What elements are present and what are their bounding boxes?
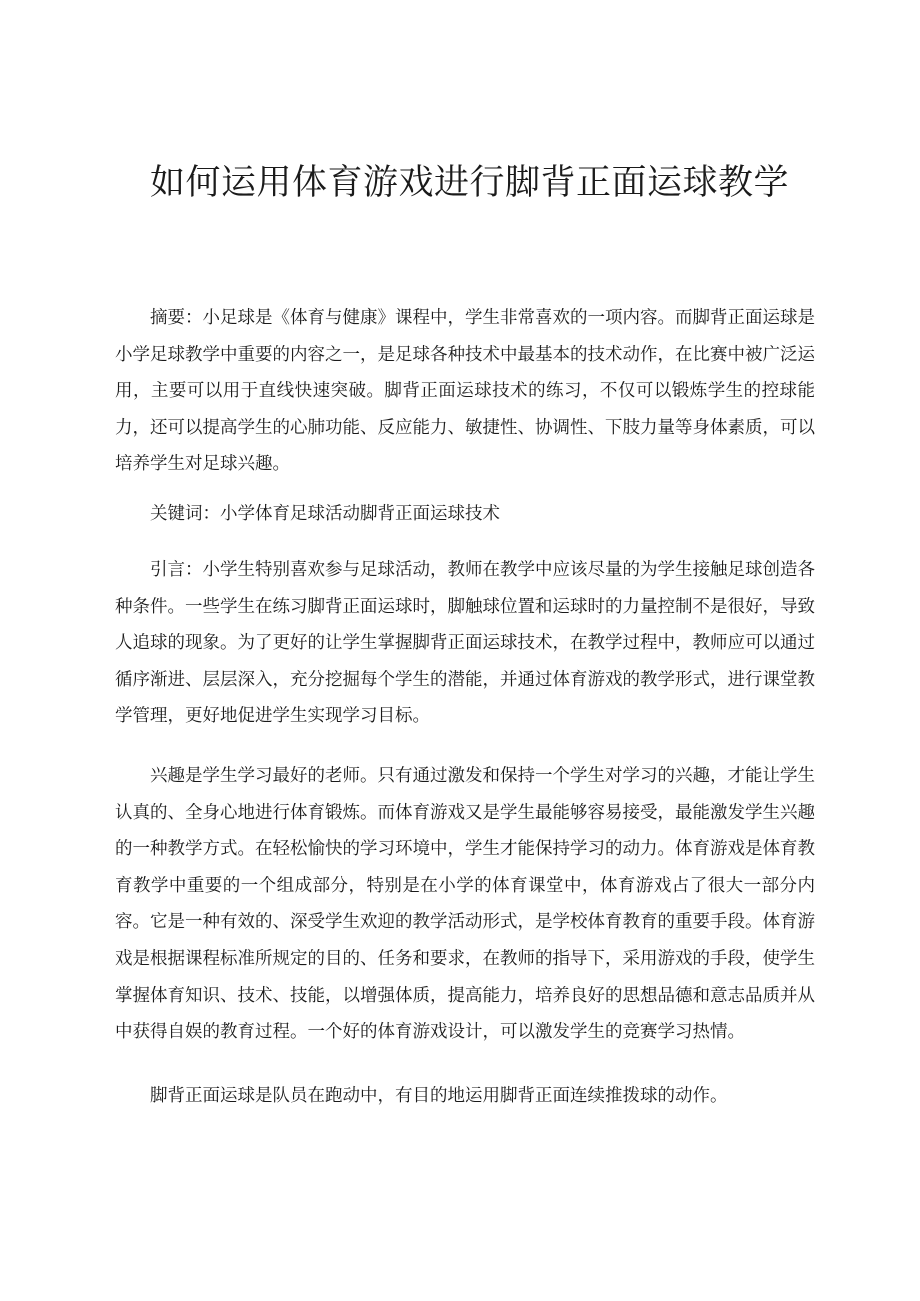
keywords-line: 关键词：小学体育足球活动脚背正面运球技术 (150, 504, 500, 524)
definition-paragraph: 脚背正面运球是队员在跑动中，有目的地运用脚背正面连续推拨球的动作。 (150, 1086, 728, 1106)
document-title: 如何运用体育游戏进行脚背正面运球教学 (150, 163, 790, 203)
abstract-paragraph: 摘要：小足球是《体育与健康》课程中，学生非常喜欢的一项内容。而脚背正面运球是小学足球教学中重要的内容之一，是足球各种技术中最基本的技术动作，在比赛中被广泛运用，主要可以用于直线快速突破。脚背正面运球技术的练习，不仅可以锻炼学生的控球能力，还可以提高学生的心肺功能、反应能力、敏捷性、协调性、下肢力量等身体素质，可以培养学生对足球兴趣。 (115, 308, 815, 475)
introduction-paragraph: 引言：小学生特别喜欢参与足球活动，教师在教学中应该尽量的为学生接触足球创造各种条件。一些学生在练习脚背正面运球时，脚触球位置和运球时的力量控制不是很好，导致人追球的现象。为了更好的让学生掌握脚背正面运球技术，在教学过程中，教师应可以通过循序渐进、层层深入，充分挖掘每个学生的潜能，并通过体育游戏的教学形式，进行课堂教学管理，更好地促进学生实现学习目标。 (115, 560, 815, 727)
interest-paragraph: 兴趣是学生学习最好的老师。只有通过激发和保持一个学生对学习的兴趣，才能让学生认真的、全身心地进行体育锻炼。而体育游戏又是学生最能够容易接受，最能激发学生兴趣的一种教学方式。在轻松愉快的学习环境中，学生才能保持学习的动力。体育游戏是体育教育教学中重要的一个组成部分，特别是在小学的体育课堂中，体育游戏占了很大一部分内容。它是一种有效的、深受学生欢迎的教学活动形式，是学校体育教育的重要手段。体育游戏是根据课程标准所规定的目的、任务和要求，在教师的指导下，采用游戏的手段，使学生掌握体育知识、技术、技能，以增强体质，提高能力，培养良好的思想品德和意志品质并从中获得自娱的教育过程。一个好的体育游戏设计，可以激发学生的竞赛学习热情。 (115, 766, 815, 1043)
